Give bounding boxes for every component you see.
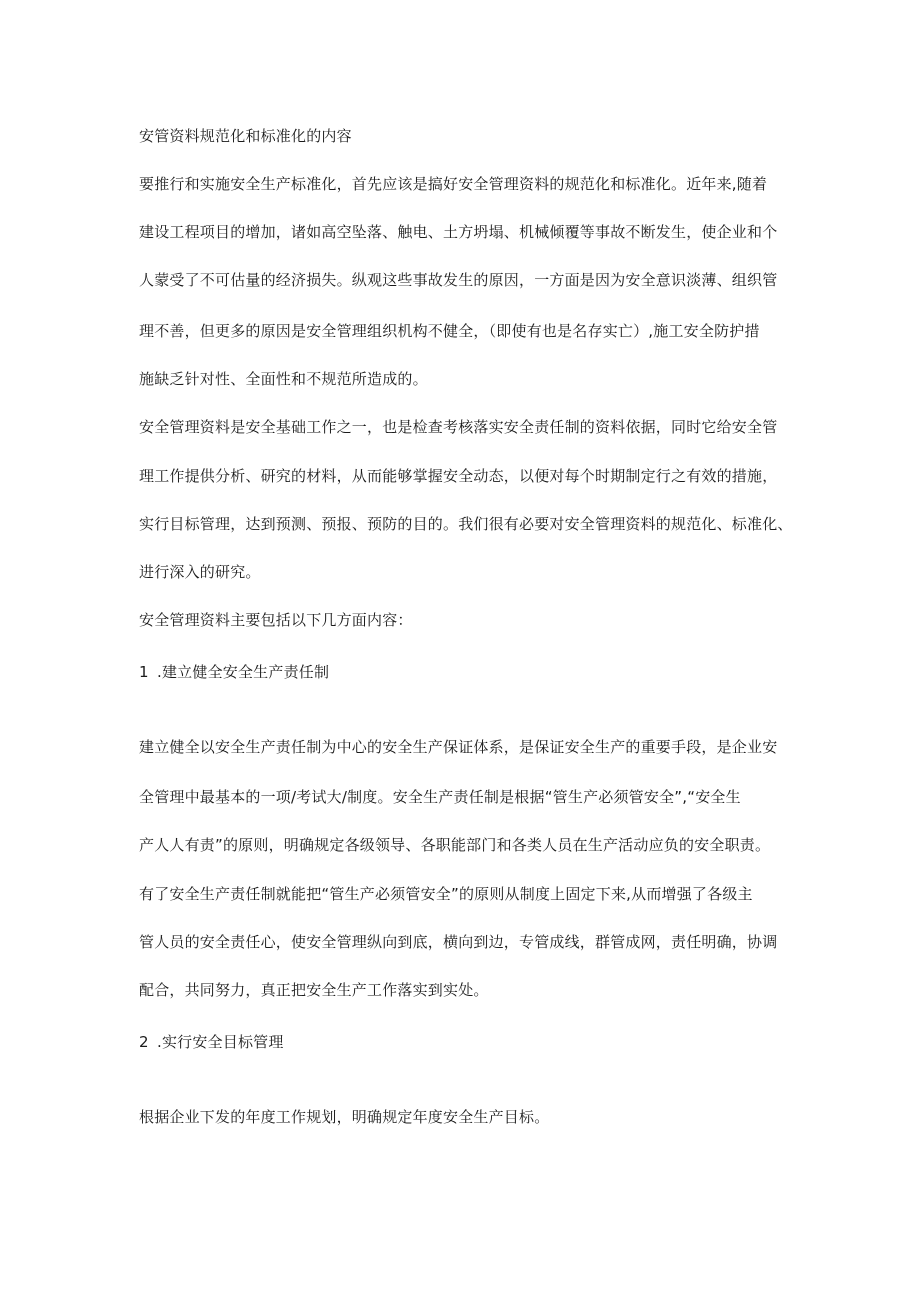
intro-line: 施缺乏针对性、全面性和不规范所造成的。 xyxy=(139,370,428,388)
section1-line: 配合，共同努力，真正把安全生产工作落实到实处。 xyxy=(139,981,489,999)
section2-line: 根据企业下发的年度工作规划，明确规定年度安全生产目标。 xyxy=(139,1108,550,1126)
purpose-line: 安全管理资料是安全基础工作之一，也是检查考核落实安全责任制的资料依据，同时它给安全管 xyxy=(139,418,778,436)
section1-title: .建立健全安全生产责任制 xyxy=(157,663,330,681)
section1-line: 建立健全以安全生产责任制为中心的安全生产保证体系，是保证安全生产的重要手段，是企业安 xyxy=(139,738,778,756)
section2-number: 2 xyxy=(139,1033,149,1051)
section1-line: 全管理中最基本的一项/考试大/制度。安全生产责任制是根据“管生产必须管安全”,“安全生 xyxy=(139,788,741,806)
document-title: 安管资料规范化和标准化的内容 xyxy=(139,127,352,145)
section1-line: 产人人有责”的原则，明确规定各级领导、各职能部门和各类人员在生产活动应负的安全职责。 xyxy=(139,836,771,854)
intro-line: 建设工程项目的增加，诸如高空坠落、触电、土方坍塌、机械倾覆等事故不断发生，使企业和个 xyxy=(139,223,778,241)
contents-intro: 安全管理资料主要包括以下几方面内容： xyxy=(139,611,413,629)
section1-number: 1 xyxy=(139,663,149,681)
intro-line: 理不善，但更多的原因是安全管理组织机构不健全，（即使有也是名存实亡）,施工安全防护措 xyxy=(139,322,760,340)
purpose-line: 理工作提供分析、研究的材料，从而能够掌握安全动态，以便对每个时期制定行之有效的措施， xyxy=(139,467,778,485)
purpose-line: 实行目标管理，达到预测、预报、预防的目的。我们很有必要对安全管理资料的规范化、标准化、 xyxy=(139,515,793,533)
section1-heading xyxy=(139,662,329,682)
section1-line: 有了安全生产责任制就能把“管生产必须管安全”的原则从制度上固定下来,从而增强了各级主 xyxy=(139,885,753,903)
section2-heading xyxy=(139,1032,284,1052)
section1-line: 管人员的安全责任心，使安全管理纵向到底，横向到边，专管成线，群管成网，责任明确，协调 xyxy=(139,933,778,951)
purpose-line: 进行深入的研究。 xyxy=(139,563,261,581)
section2-title: .实行安全目标管理 xyxy=(157,1033,284,1051)
intro-line: 要推行和实施安全生产标准化，首先应该是搞好安全管理资料的规范化和标准化。近年来,随着 xyxy=(139,175,768,193)
intro-line: 人蒙受了不可估量的经济损失。纵观这些事故发生的原因，一方面是因为安全意识淡薄、组织管 xyxy=(139,271,778,289)
